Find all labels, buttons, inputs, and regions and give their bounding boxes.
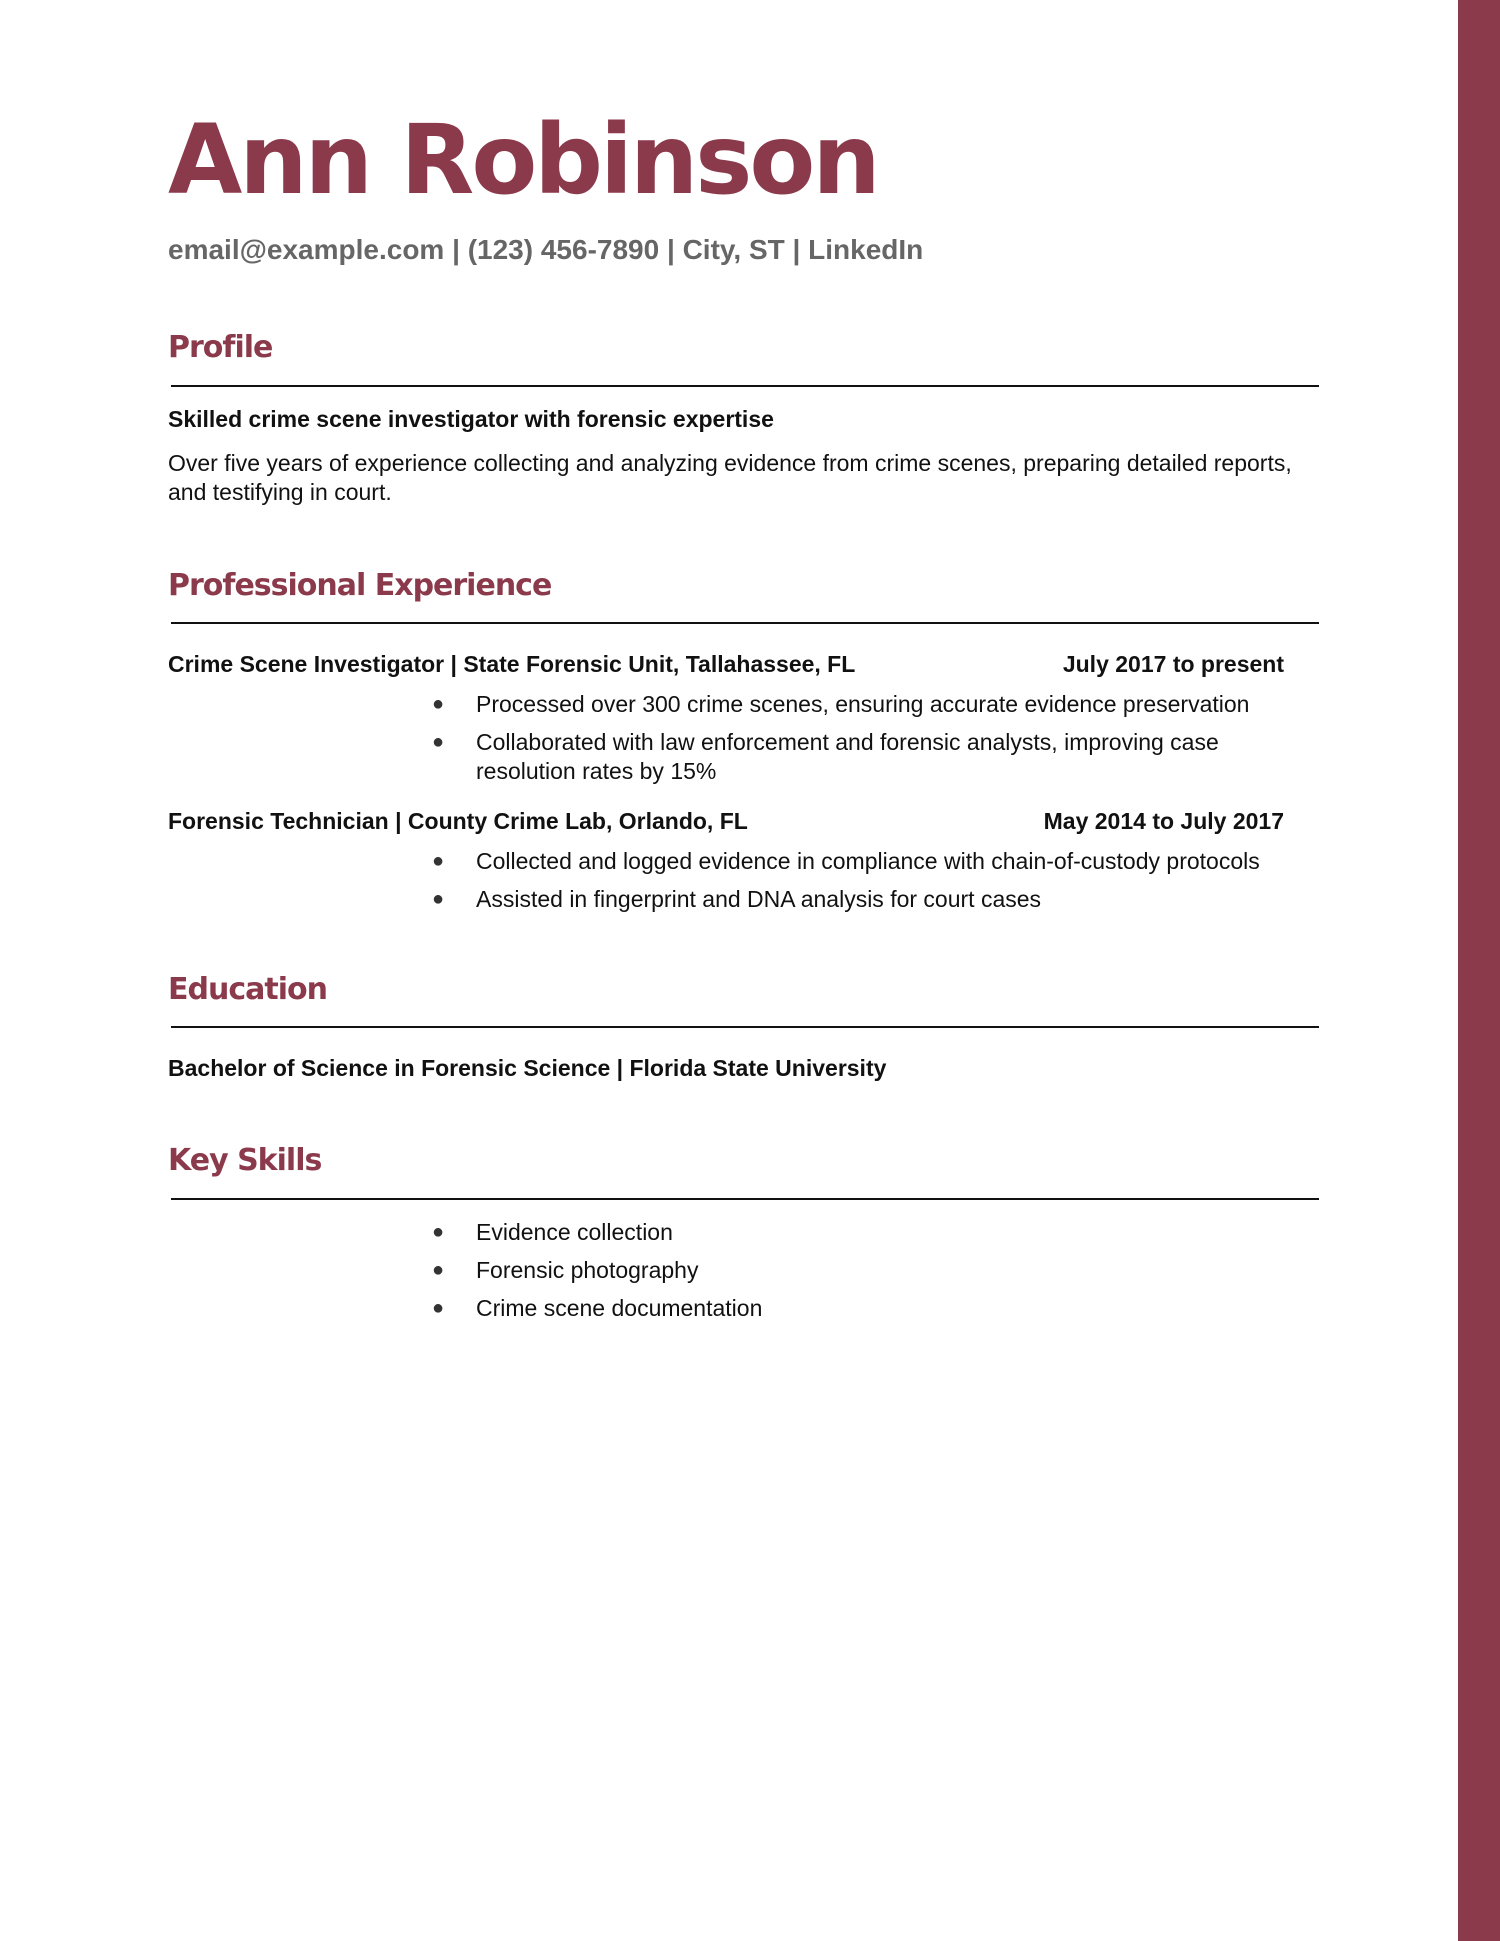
job-title: Forensic Technician | County Crime Lab, Orlando, FL: [168, 808, 748, 834]
skill-text: Evidence collection: [476, 1219, 673, 1245]
profile-headline: Skilled crime scene investigator with forensic expertise: [168, 406, 774, 432]
candidate-name: Ann Robinson: [168, 104, 878, 216]
education-degree: Bachelor of Science in Forensic Science | Florida State University: [168, 1055, 887, 1081]
bullet-text: Collected and logged evidence in compliance with chain-of-custody protocols: [476, 848, 1260, 874]
list-item: [432, 728, 1312, 786]
bullet-icon: ●: [432, 850, 445, 872]
job-dates: July 2017 to present: [1062, 651, 1284, 677]
section-title-education: Education: [168, 972, 327, 1007]
section-divider: [171, 385, 1319, 387]
contact-line: email@example.com | (123) 456-7890 | City, ST | LinkedIn: [168, 234, 924, 265]
section-divider: [171, 622, 1319, 624]
list-item: [432, 885, 1312, 914]
accent-side-bar: [1458, 0, 1500, 1941]
bullet-text: Processed over 300 crime scenes, ensuring accurate evidence preservation: [476, 691, 1250, 717]
bullet-icon: ●: [432, 888, 445, 910]
list-item: [432, 1294, 1312, 1323]
list-item: [432, 690, 1312, 719]
section-divider: [171, 1026, 1319, 1028]
list-item: [432, 1218, 1312, 1247]
list-item: [432, 847, 1312, 876]
bullet-text: Assisted in fingerprint and DNA analysis for court cases: [476, 886, 1042, 912]
bullet-icon: ●: [432, 693, 445, 715]
skill-text: Forensic photography: [476, 1257, 699, 1283]
bullet-icon: ●: [432, 1259, 445, 1281]
job-title: Crime Scene Investigator | State Forensic Unit, Tallahassee, FL: [168, 651, 856, 677]
section-title-experience: Professional Experience: [168, 568, 552, 603]
skill-text: Crime scene documentation: [476, 1295, 763, 1321]
bullet-text: Collaborated with law enforcement and forensic analysts, improving case resolution rates by 15%: [476, 729, 1219, 784]
bullet-icon: ●: [432, 1221, 445, 1243]
bullet-icon: ●: [432, 1297, 445, 1319]
section-title-profile: Profile: [168, 330, 273, 365]
profile-summary: Over five years of experience collecting and analyzing evidence from crime scenes, preparing detailed reports, and testifying in court.: [168, 450, 1292, 505]
job-dates: May 2014 to July 2017: [1043, 808, 1284, 834]
section-title-skills: Key Skills: [168, 1143, 322, 1178]
list-item: [432, 1256, 1312, 1285]
bullet-icon: ●: [432, 731, 445, 753]
section-divider: [171, 1198, 1319, 1200]
